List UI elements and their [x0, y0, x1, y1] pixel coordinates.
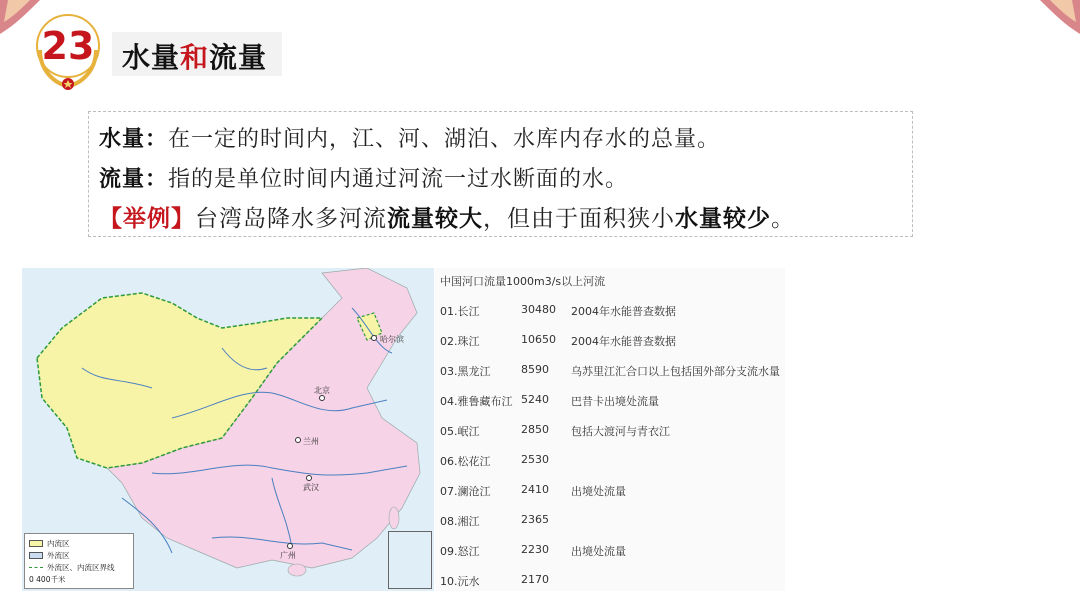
city-label-guangzhou: 广州 — [280, 551, 296, 560]
definition-example: 【举例】台湾岛降水多河流流量较大，但由于面积狭小水量较少。 — [99, 205, 795, 232]
south-sea-inset — [388, 531, 432, 589]
definition-flow-rate: 流量：指的是单位时间内通过河流一过水断面的水。 — [99, 166, 629, 192]
section-number: 23 — [41, 24, 95, 68]
river-list-header: 中国河口流量1000m3/s以上河流 — [440, 275, 606, 288]
map-scale: 0 400千米 — [29, 574, 66, 584]
city-label-lanzhou: 兰州 — [303, 437, 319, 446]
definition-box — [88, 111, 913, 237]
legend-swatch-outflow — [29, 552, 43, 559]
china-drainage-map — [22, 268, 434, 591]
city-label-harbin: 哈尔滨 — [380, 335, 404, 344]
section-badge — [28, 10, 108, 92]
river-flow-list: 中国河口流量1000m3/s以上河流 01.长江 30480 2004年水能普查数据 02.珠江 10650 2004年水能普查数据 03.黑龙江 8590 乌苏里江汇合口以上包括国外部分支流水量 04.雅鲁藏布江 5240 巴昔卡出境处流量 05.岷江 2850 包括大渡河与青衣江 06.松花江 2530 07.澜沧江 2410 出境处流量 08.湘江 2365 09.怒江 2230 出境处流量 10.沅水 2170 — [435, 268, 785, 591]
definition-water-volume: 水量：在一定的时间内，江、河、湖泊、水库内存水的总量。 — [99, 126, 721, 152]
corner-ornament-right — [1010, 0, 1080, 40]
city-label-beijing: 北京 — [314, 386, 330, 395]
page-title: 水量和流量 — [122, 41, 268, 74]
city-label-wuhan: 武汉 — [303, 483, 319, 492]
legend-boundary-line — [29, 567, 43, 568]
map-legend: 内流区 外流区 外流区、内流区界线 0 400千米 — [24, 533, 134, 589]
legend-swatch-inland — [29, 540, 43, 547]
